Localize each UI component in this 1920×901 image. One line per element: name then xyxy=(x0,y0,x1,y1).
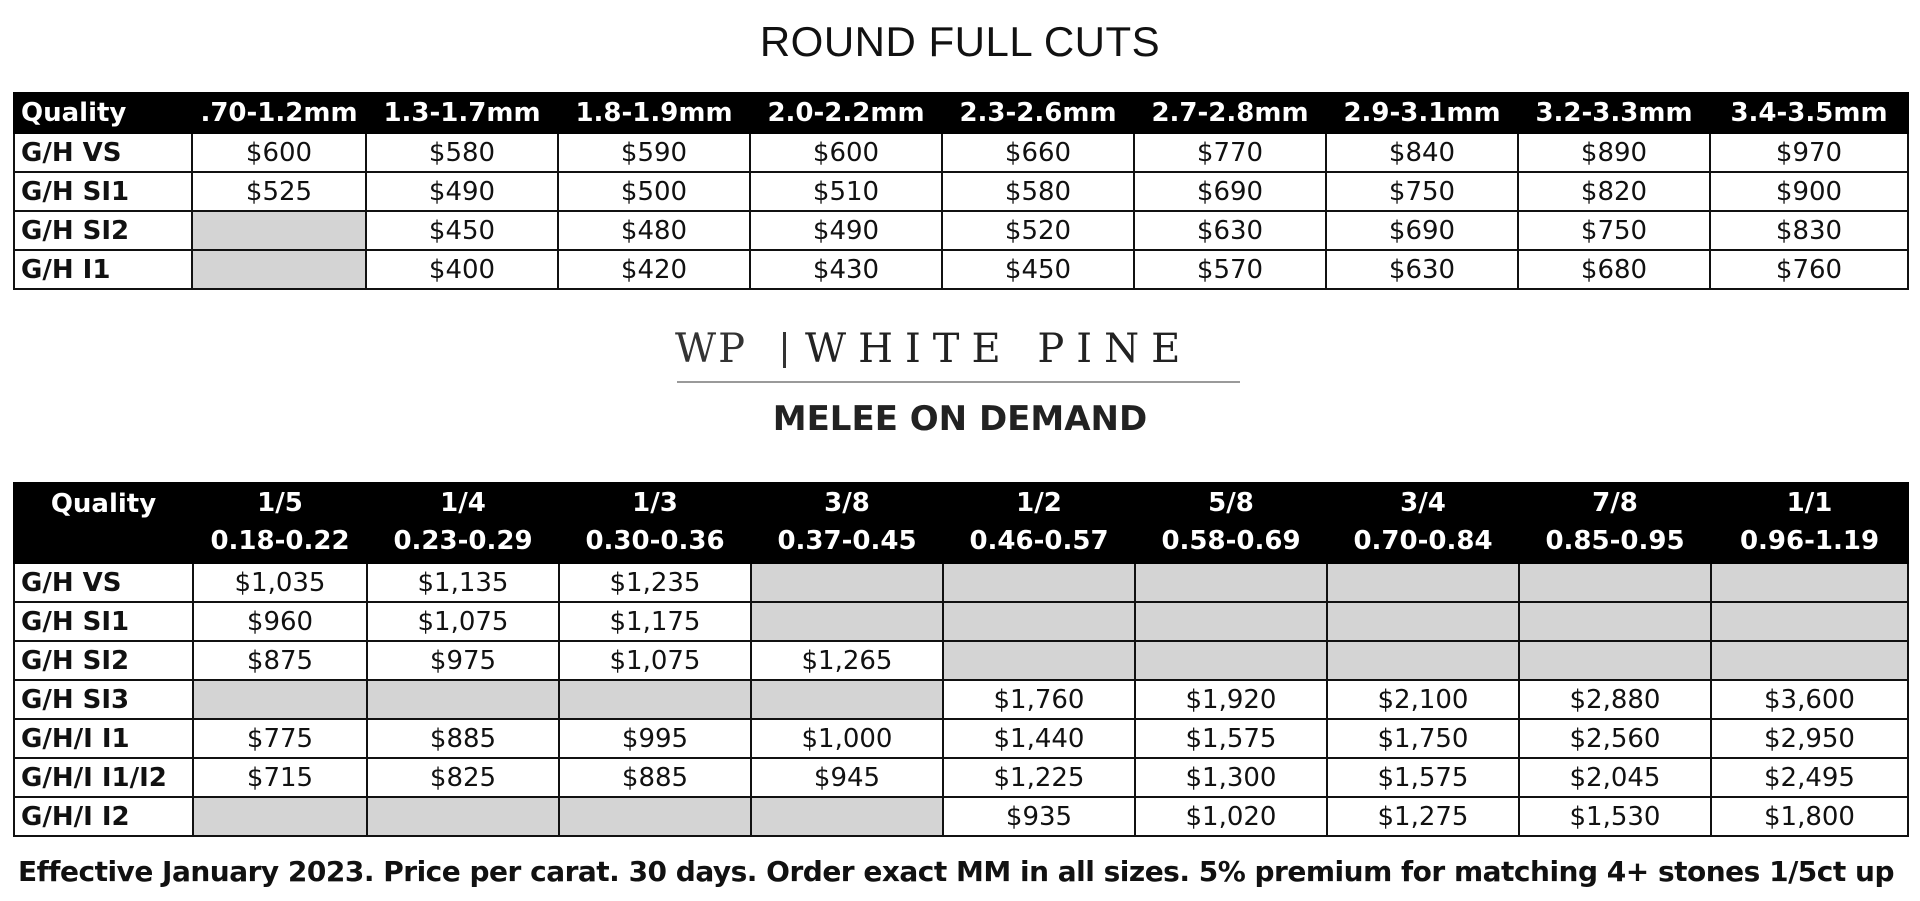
empty-price-cell xyxy=(1711,563,1908,602)
price-cell: $945 xyxy=(751,758,943,797)
price-cell: $580 xyxy=(366,133,558,172)
price-cell: $885 xyxy=(559,758,751,797)
price-cell: $450 xyxy=(366,211,558,250)
price-cell: $2,950 xyxy=(1711,719,1908,758)
price-cell: $1,075 xyxy=(559,641,751,680)
price-cell: $935 xyxy=(943,797,1135,836)
price-cell: $490 xyxy=(366,172,558,211)
price-cell: $590 xyxy=(558,133,750,172)
price-cell: $1,440 xyxy=(943,719,1135,758)
table-row xyxy=(14,250,1908,289)
quality-cell: G/H SI1 xyxy=(14,602,193,641)
column-header: 2.9-3.1mm xyxy=(1326,93,1518,133)
header-fraction: 3/8 xyxy=(824,488,870,519)
price-cell: $970 xyxy=(1710,133,1908,172)
logo-underline xyxy=(677,381,1240,383)
white-pine-logo xyxy=(675,322,1245,382)
price-cell: $875 xyxy=(193,641,367,680)
price-cell: $890 xyxy=(1518,133,1710,172)
header-carat-range: 0.37-0.45 xyxy=(777,526,917,556)
price-cell: $1,750 xyxy=(1327,719,1519,758)
price-cell: $420 xyxy=(558,250,750,289)
quality-cell: G/H SI2 xyxy=(14,211,192,250)
table-header-row xyxy=(14,93,1908,133)
table-row xyxy=(14,133,1908,172)
price-cell: $3,600 xyxy=(1711,680,1908,719)
header-fraction: 7/8 xyxy=(1592,488,1638,519)
price-cell: $2,045 xyxy=(1519,758,1711,797)
empty-price-cell xyxy=(1519,641,1711,680)
column-header: 3.4-3.5mm xyxy=(1710,93,1908,133)
empty-price-cell xyxy=(559,680,751,719)
header-carat-range: 0.18-0.22 xyxy=(210,526,350,556)
price-cell: $600 xyxy=(750,133,942,172)
price-cell: $1,800 xyxy=(1711,797,1908,836)
table-row xyxy=(14,602,1908,641)
table-row xyxy=(14,641,1908,680)
empty-price-cell xyxy=(1327,563,1519,602)
column-header xyxy=(751,483,943,563)
empty-price-cell xyxy=(751,797,943,836)
price-cell: $1,075 xyxy=(367,602,559,641)
empty-price-cell xyxy=(943,602,1135,641)
price-cell: $660 xyxy=(942,133,1134,172)
price-cell: $630 xyxy=(1326,250,1518,289)
quality-cell: G/H/I I2 xyxy=(14,797,193,836)
price-cell: $570 xyxy=(1134,250,1326,289)
empty-price-cell xyxy=(193,797,367,836)
column-header: .70-1.2mm xyxy=(192,93,366,133)
price-cell: $500 xyxy=(558,172,750,211)
price-cell: $690 xyxy=(1326,211,1518,250)
price-cell: $900 xyxy=(1710,172,1908,211)
price-cell: $775 xyxy=(193,719,367,758)
table-header-row xyxy=(14,483,1908,563)
column-header xyxy=(1327,483,1519,563)
column-header xyxy=(1519,483,1711,563)
wp-monogram: WP xyxy=(675,326,748,372)
price-cell: $2,560 xyxy=(1519,719,1711,758)
price-cell: $1,000 xyxy=(751,719,943,758)
price-cell: $690 xyxy=(1134,172,1326,211)
column-header-quality xyxy=(14,483,193,563)
price-cell: $1,020 xyxy=(1135,797,1327,836)
price-cell: $1,235 xyxy=(559,563,751,602)
quality-cell: G/H I1 xyxy=(14,250,192,289)
empty-price-cell xyxy=(943,641,1135,680)
header-carat-range: 0.46-0.57 xyxy=(969,526,1109,556)
empty-price-cell xyxy=(192,211,366,250)
column-header xyxy=(559,483,751,563)
price-cell: $525 xyxy=(192,172,366,211)
header-fraction: 1/2 xyxy=(1016,488,1062,519)
empty-price-cell xyxy=(751,602,943,641)
empty-price-cell xyxy=(1327,602,1519,641)
price-cell: $1,275 xyxy=(1327,797,1519,836)
price-cell: $750 xyxy=(1326,172,1518,211)
column-header xyxy=(1135,483,1327,563)
price-cell: $1,225 xyxy=(943,758,1135,797)
header-fraction: 1/3 xyxy=(632,488,678,519)
price-cell: $1,135 xyxy=(367,563,559,602)
price-cell: $1,265 xyxy=(751,641,943,680)
header-carat-range: 0.23-0.29 xyxy=(393,526,533,556)
table-row xyxy=(14,680,1908,719)
price-cell: $480 xyxy=(558,211,750,250)
header-carat-range: 0.30-0.36 xyxy=(585,526,725,556)
column-header: 1.8-1.9mm xyxy=(558,93,750,133)
price-cell: $400 xyxy=(366,250,558,289)
column-header: 3.2-3.3mm xyxy=(1518,93,1710,133)
column-header xyxy=(367,483,559,563)
price-cell: $680 xyxy=(1518,250,1710,289)
table-row xyxy=(14,172,1908,211)
column-header: 2.0-2.2mm xyxy=(750,93,942,133)
header-fraction: 3/4 xyxy=(1400,488,1446,519)
header-fraction: Quality xyxy=(50,489,157,520)
quality-cell: G/H SI3 xyxy=(14,680,193,719)
price-cell: $715 xyxy=(193,758,367,797)
table-row xyxy=(14,563,1908,602)
column-header xyxy=(1711,483,1908,563)
page-title: ROUND FULL CUTS xyxy=(759,18,1161,65)
brand-name: WHITE PINE xyxy=(805,326,1193,372)
price-cell: $600 xyxy=(192,133,366,172)
empty-price-cell xyxy=(1711,602,1908,641)
melee-on-demand-table xyxy=(13,482,1909,837)
table-row xyxy=(14,797,1908,836)
table-row xyxy=(14,211,1908,250)
column-header xyxy=(193,483,367,563)
price-cell: $1,575 xyxy=(1327,758,1519,797)
price-cell: $760 xyxy=(1710,250,1908,289)
price-cell: $1,175 xyxy=(559,602,751,641)
empty-price-cell xyxy=(192,250,366,289)
empty-price-cell xyxy=(1327,641,1519,680)
logo-divider xyxy=(783,332,786,368)
quality-cell: G/H VS xyxy=(14,133,192,172)
price-cell: $1,760 xyxy=(943,680,1135,719)
empty-price-cell xyxy=(751,680,943,719)
header-carat-range: 0.96-1.19 xyxy=(1739,526,1880,556)
price-cell: $580 xyxy=(942,172,1134,211)
header-carat-range: 0.58-0.69 xyxy=(1161,526,1301,556)
empty-price-cell xyxy=(367,680,559,719)
column-header: 2.7-2.8mm xyxy=(1134,93,1326,133)
footnote: Effective January 2023. Price per carat. 30 days. Order exact MM in all sizes. 5% premium for matching 4+ stones 1/5ct up xyxy=(18,855,1894,888)
quality-cell: G/H VS xyxy=(14,563,193,602)
price-cell: $960 xyxy=(193,602,367,641)
column-header: 1.3-1.7mm xyxy=(366,93,558,133)
column-header xyxy=(943,483,1135,563)
empty-price-cell xyxy=(1519,563,1711,602)
price-cell: $885 xyxy=(367,719,559,758)
quality-cell: G/H SI1 xyxy=(14,172,192,211)
empty-price-cell xyxy=(1135,563,1327,602)
header-carat-range: 0.85-0.95 xyxy=(1545,526,1685,556)
header-fraction: 5/8 xyxy=(1208,488,1254,519)
price-cell: $450 xyxy=(942,250,1134,289)
section-subtitle: MELEE ON DEMAND xyxy=(772,399,1148,439)
header-fraction: 1/1 xyxy=(1786,488,1833,519)
empty-price-cell xyxy=(1135,641,1327,680)
quality-cell: G/H/I I1 xyxy=(14,719,193,758)
price-cell: $1,530 xyxy=(1519,797,1711,836)
price-cell: $2,100 xyxy=(1327,680,1519,719)
price-cell: $2,495 xyxy=(1711,758,1908,797)
price-cell: $2,880 xyxy=(1519,680,1711,719)
quality-cell: G/H SI2 xyxy=(14,641,193,680)
header-carat-range: 0.70-0.84 xyxy=(1353,526,1493,556)
empty-price-cell xyxy=(1519,602,1711,641)
price-cell: $820 xyxy=(1518,172,1710,211)
header-fraction: 1/5 xyxy=(257,488,303,519)
column-header-quality: Quality xyxy=(14,93,192,133)
empty-price-cell xyxy=(751,563,943,602)
empty-price-cell xyxy=(943,563,1135,602)
empty-price-cell xyxy=(1711,641,1908,680)
empty-price-cell xyxy=(193,680,367,719)
price-cell: $490 xyxy=(750,211,942,250)
price-cell: $830 xyxy=(1710,211,1908,250)
price-cell: $1,035 xyxy=(193,563,367,602)
empty-price-cell xyxy=(367,797,559,836)
column-header: 2.3-2.6mm xyxy=(942,93,1134,133)
table-row xyxy=(14,758,1908,797)
price-cell: $630 xyxy=(1134,211,1326,250)
price-cell: $840 xyxy=(1326,133,1518,172)
round-full-cuts-table xyxy=(13,92,1909,290)
price-cell: $1,300 xyxy=(1135,758,1327,797)
price-cell: $975 xyxy=(367,641,559,680)
price-cell: $1,575 xyxy=(1135,719,1327,758)
price-cell: $825 xyxy=(367,758,559,797)
price-cell: $520 xyxy=(942,211,1134,250)
price-cell: $750 xyxy=(1518,211,1710,250)
price-cell: $1,920 xyxy=(1135,680,1327,719)
price-cell: $995 xyxy=(559,719,751,758)
price-cell: $510 xyxy=(750,172,942,211)
price-cell: $770 xyxy=(1134,133,1326,172)
empty-price-cell xyxy=(559,797,751,836)
price-cell: $430 xyxy=(750,250,942,289)
quality-cell: G/H/I I1/I2 xyxy=(14,758,193,797)
table-row xyxy=(14,719,1908,758)
empty-price-cell xyxy=(1135,602,1327,641)
header-fraction: 1/4 xyxy=(440,488,486,519)
